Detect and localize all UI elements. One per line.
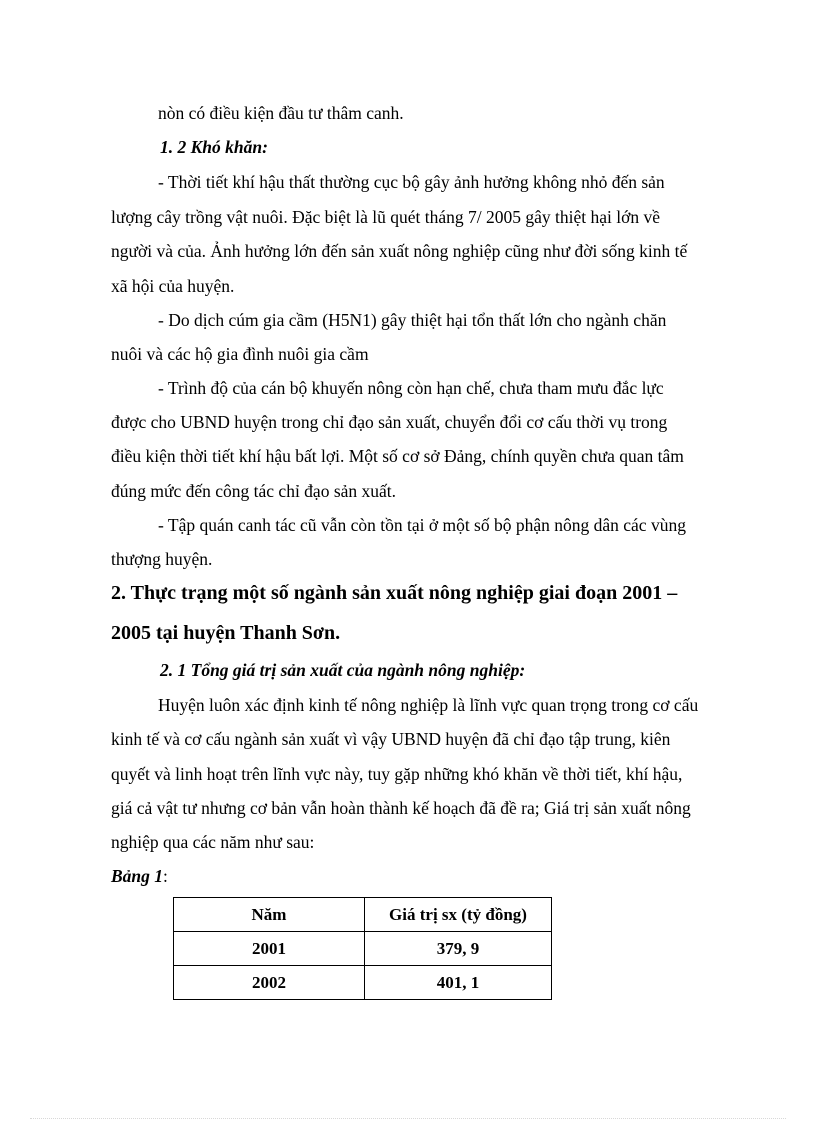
cell-year: 2002 <box>174 966 365 1000</box>
paragraph-line: nuôi và các hộ gia đình nuôi gia cầm <box>111 344 369 364</box>
header-value: Giá trị sx (tỷ đồng) <box>365 898 552 932</box>
paragraph-line: Huyện luôn xác định kinh tế nông nghiệp là lĩnh vực quan trọng trong cơ cấu <box>158 695 699 715</box>
paragraph-line: kinh tế và cơ cấu ngành sản xuất vì vậy UBND huyện đã chỉ đạo tập trung, kiên <box>111 729 671 749</box>
paragraph-line: - Thời tiết khí hậu thất thường cục bộ gây ảnh hưởng không nhỏ đến sản <box>158 172 665 192</box>
paragraph-line: - Tập quán canh tác cũ vẫn còn tồn tại ở một số bộ phận nông dân các vùng <box>158 515 686 535</box>
cell-year: 2001 <box>174 932 365 966</box>
table-caption <box>111 866 168 887</box>
table-caption-label: Bảng 1 <box>111 866 164 886</box>
paragraph-line: điều kiện thời tiết khí hậu bất lợi. Một số cơ sở Đảng, chính quyền chưa quan tâm <box>111 446 684 466</box>
cell-value: 401, 1 <box>365 966 552 1000</box>
cell-value: 379, 9 <box>365 932 552 966</box>
table-header-row <box>174 898 552 932</box>
table-row <box>174 932 552 966</box>
paragraph-line: nghiệp qua các năm như sau: <box>111 832 315 852</box>
header-year: Năm <box>174 898 365 932</box>
paragraph-line: nòn có điều kiện đầu tư thâm canh. <box>158 103 404 123</box>
value-table <box>173 897 552 1000</box>
paragraph-line: đúng mức đến công tác chỉ đạo sản xuất. <box>111 481 397 501</box>
paragraph-line: - Trình độ của cán bộ khuyến nông còn hạn chế, chưa tham mưu đắc lực <box>158 378 664 398</box>
paragraph-line: quyết và linh hoạt trên lĩnh vực này, tuy gặp những khó khăn về thời tiết, khí hậu, <box>111 764 683 784</box>
paragraph-line: được cho UBND huyện trong chỉ đạo sản xuất, chuyển đổi cơ cấu thời vụ trong <box>111 412 668 432</box>
paragraph-line: - Do dịch cúm gia cầm (H5N1) gây thiệt hại tổn thất lớn cho ngành chăn <box>158 310 667 330</box>
page-bottom-divider <box>30 1118 786 1119</box>
table-caption-suffix: : <box>163 866 168 886</box>
paragraph-line: thượng huyện. <box>111 549 213 569</box>
subheading-total-value: 2. 1 Tổng giá trị sản xuất của ngành nông nghiệp: <box>160 660 526 680</box>
paragraph-line: xã hội của huyện. <box>111 276 235 296</box>
subheading-difficulties: 1. 2 Khó khăn: <box>160 137 268 157</box>
table-row <box>174 966 552 1000</box>
paragraph-line: người và của. Ảnh hưởng lớn đến sản xuất nông nghiệp cũng như đời sống kinh tế <box>111 241 688 261</box>
section-heading-line2: 2005 tại huyện Thanh Sơn. <box>111 622 341 644</box>
paragraph-line: lượng cây trồng vật nuôi. Đặc biệt là lũ quét tháng 7/ 2005 gây thiệt hại lớn về <box>111 207 660 227</box>
section-heading-line1: 2. Thực trạng một số ngành sản xuất nông nghiệp giai đoạn 2001 – <box>111 582 678 604</box>
paragraph-line: giá cả vật tư nhưng cơ bản vẫn hoàn thành kế hoạch đã đề ra; Giá trị sản xuất nông <box>111 798 691 818</box>
